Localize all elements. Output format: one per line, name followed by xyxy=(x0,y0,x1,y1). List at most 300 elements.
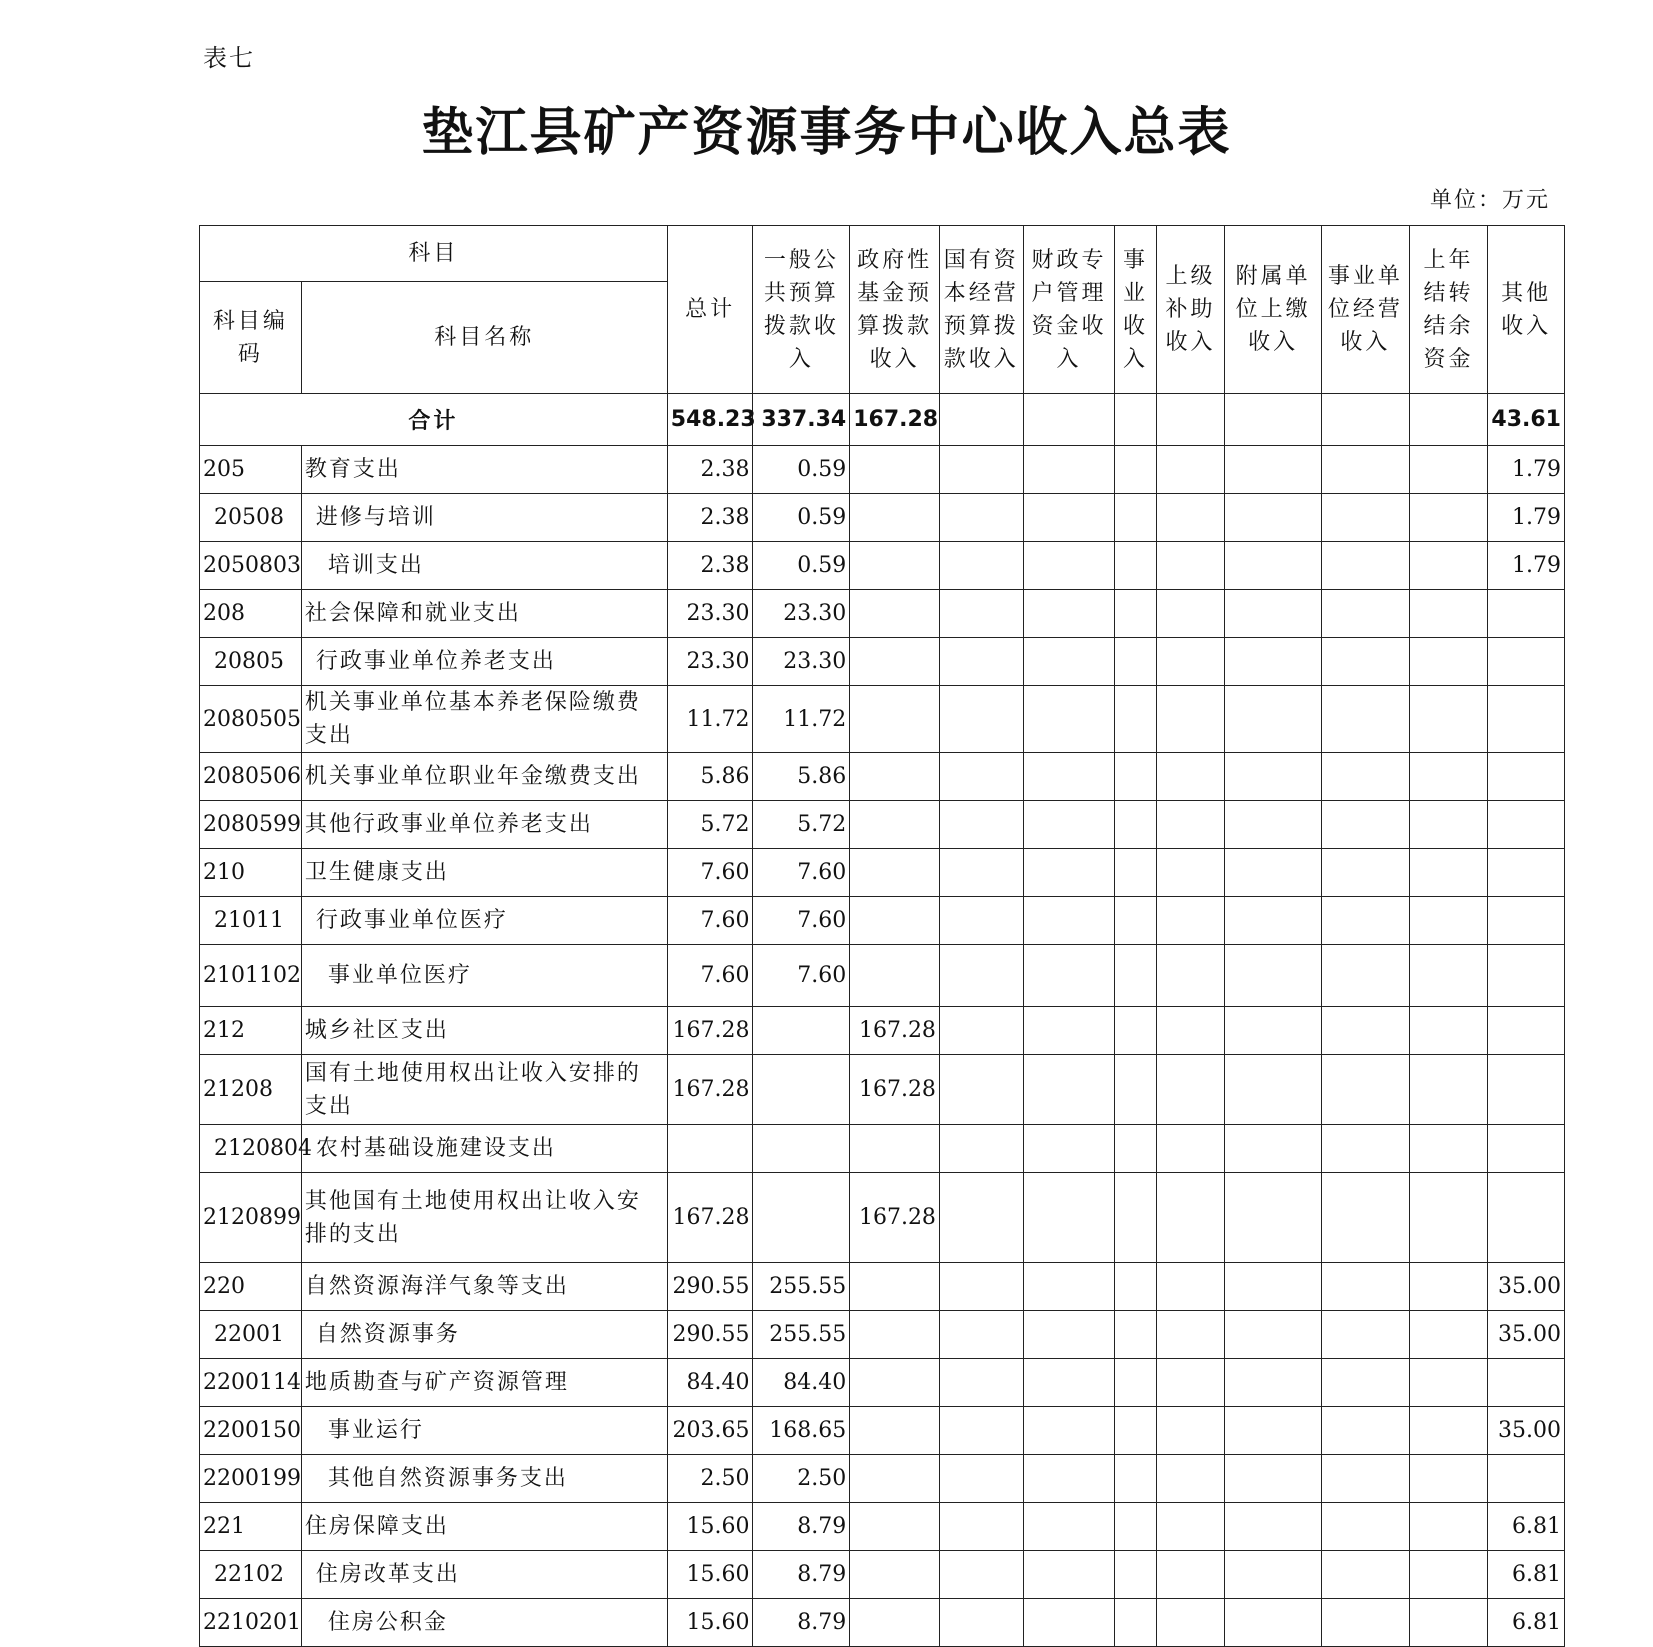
amount-cell xyxy=(1409,1455,1488,1503)
amount-cell xyxy=(1225,1359,1322,1407)
amount-cell xyxy=(939,1125,1023,1173)
total-value xyxy=(1409,394,1488,446)
amount-cell xyxy=(850,686,940,753)
amount-cell xyxy=(753,1173,850,1263)
amount-cell xyxy=(1321,638,1409,686)
amount-cell: 5.86 xyxy=(753,753,850,801)
subject-code: 21208 xyxy=(200,1055,302,1125)
amount-cell: 203.65 xyxy=(667,1407,753,1455)
amount-cell xyxy=(753,1055,850,1125)
amount-cell xyxy=(1115,849,1156,897)
amount-cell xyxy=(1321,1263,1409,1311)
amount-cell: 15.60 xyxy=(667,1599,753,1647)
amount-cell xyxy=(1225,638,1322,686)
amount-cell xyxy=(1225,1055,1322,1125)
amount-cell xyxy=(1409,1311,1488,1359)
amount-cell xyxy=(1321,801,1409,849)
amount-cell xyxy=(850,1455,940,1503)
amount-cell: 11.72 xyxy=(753,686,850,753)
amount-cell: 1.79 xyxy=(1488,446,1565,494)
amount-cell xyxy=(1023,1311,1115,1359)
amount-cell xyxy=(1409,801,1488,849)
amount-cell: 2.38 xyxy=(667,542,753,590)
subject-name: 住房公积金 xyxy=(301,1599,667,1647)
amount-cell xyxy=(1409,1263,1488,1311)
col-header-general-budget: 一般公共预算拨款收入 xyxy=(753,226,850,394)
amount-cell xyxy=(753,1125,850,1173)
amount-cell xyxy=(1023,801,1115,849)
amount-cell xyxy=(1023,1551,1115,1599)
amount-cell: 35.00 xyxy=(1488,1263,1565,1311)
amount-cell xyxy=(1409,1359,1488,1407)
amount-cell: 6.81 xyxy=(1488,1599,1565,1647)
amount-cell xyxy=(1156,1359,1225,1407)
total-value xyxy=(1225,394,1322,446)
table-row xyxy=(200,686,1565,753)
amount-cell xyxy=(1409,542,1488,590)
amount-cell xyxy=(1156,1407,1225,1455)
subject-code: 21011 xyxy=(200,897,302,945)
amount-cell xyxy=(1409,1125,1488,1173)
amount-cell xyxy=(1115,753,1156,801)
amount-cell xyxy=(939,1503,1023,1551)
amount-cell xyxy=(850,542,940,590)
amount-cell xyxy=(850,1503,940,1551)
subject-code: 22001 xyxy=(200,1311,302,1359)
amount-cell: 2.50 xyxy=(753,1455,850,1503)
amount-cell xyxy=(1023,542,1115,590)
table-row xyxy=(200,1125,1565,1173)
table-row xyxy=(200,1359,1565,1407)
amount-cell xyxy=(1023,1359,1115,1407)
subject-code: 2101102 xyxy=(200,945,302,1007)
subject-code: 2080505 xyxy=(200,686,302,753)
income-table xyxy=(199,225,1565,1647)
col-header-other-income: 其他收入 xyxy=(1488,226,1565,394)
amount-cell xyxy=(850,1311,940,1359)
amount-cell xyxy=(1321,1503,1409,1551)
amount-cell xyxy=(939,1359,1023,1407)
amount-cell xyxy=(1321,542,1409,590)
amount-cell: 2.38 xyxy=(667,446,753,494)
amount-cell xyxy=(1156,1263,1225,1311)
total-value: 337.34 xyxy=(753,394,850,446)
amount-cell: 2.50 xyxy=(667,1455,753,1503)
col-header-total: 总计 xyxy=(667,226,753,394)
amount-cell xyxy=(850,801,940,849)
amount-cell xyxy=(1225,1007,1322,1055)
amount-cell xyxy=(850,897,940,945)
amount-cell xyxy=(1156,686,1225,753)
table-row xyxy=(200,945,1565,1007)
amount-cell: 7.60 xyxy=(753,849,850,897)
amount-cell xyxy=(1321,1311,1409,1359)
amount-cell xyxy=(1321,1455,1409,1503)
amount-cell xyxy=(1321,1125,1409,1173)
subject-name: 地质勘查与矿产资源管理 xyxy=(301,1359,667,1407)
amount-cell xyxy=(1115,801,1156,849)
subject-name: 自然资源事务 xyxy=(301,1311,667,1359)
amount-cell xyxy=(1156,1599,1225,1647)
amount-cell xyxy=(1156,801,1225,849)
amount-cell xyxy=(1115,494,1156,542)
subject-name: 卫生健康支出 xyxy=(301,849,667,897)
col-header-state-capital: 国有资本经营预算拨款收入 xyxy=(939,226,1023,394)
amount-cell xyxy=(939,897,1023,945)
amount-cell xyxy=(850,590,940,638)
amount-cell xyxy=(939,1407,1023,1455)
amount-cell xyxy=(1225,945,1322,1007)
amount-cell: 168.65 xyxy=(753,1407,850,1455)
subject-name: 其他行政事业单位养老支出 xyxy=(301,801,667,849)
subject-code: 20508 xyxy=(200,494,302,542)
subject-code: 2080599 xyxy=(200,801,302,849)
amount-cell xyxy=(1156,1173,1225,1263)
amount-cell xyxy=(850,945,940,1007)
total-value xyxy=(1115,394,1156,446)
amount-cell xyxy=(850,638,940,686)
subject-header: 科目 xyxy=(200,226,668,282)
amount-cell: 290.55 xyxy=(667,1311,753,1359)
amount-cell xyxy=(1488,1359,1565,1407)
amount-cell xyxy=(667,1125,753,1173)
subject-name: 进修与培训 xyxy=(301,494,667,542)
amount-cell: 167.28 xyxy=(850,1055,940,1125)
amount-cell xyxy=(1225,1173,1322,1263)
amount-cell: 35.00 xyxy=(1488,1407,1565,1455)
amount-cell xyxy=(1023,753,1115,801)
amount-cell xyxy=(1115,1007,1156,1055)
amount-cell: 2.38 xyxy=(667,494,753,542)
amount-cell xyxy=(939,1055,1023,1125)
amount-cell xyxy=(1225,1263,1322,1311)
amount-cell xyxy=(1115,1311,1156,1359)
amount-cell xyxy=(1409,897,1488,945)
subject-code: 2050803 xyxy=(200,542,302,590)
amount-cell xyxy=(1156,1311,1225,1359)
amount-cell xyxy=(1488,945,1565,1007)
amount-cell xyxy=(1023,1007,1115,1055)
amount-cell xyxy=(1321,1407,1409,1455)
table-row xyxy=(200,494,1565,542)
amount-cell xyxy=(1321,1173,1409,1263)
total-value: 167.28 xyxy=(850,394,940,446)
amount-cell xyxy=(1321,446,1409,494)
amount-cell xyxy=(1409,686,1488,753)
total-row xyxy=(200,394,1565,446)
amount-cell xyxy=(1321,590,1409,638)
amount-cell xyxy=(1321,849,1409,897)
amount-cell xyxy=(1488,1455,1565,1503)
amount-cell xyxy=(939,686,1023,753)
table-row xyxy=(200,1503,1565,1551)
amount-cell xyxy=(939,1263,1023,1311)
col-header-affiliated-remit: 附属单位上缴收入 xyxy=(1225,226,1322,394)
amount-cell xyxy=(850,753,940,801)
amount-cell: 15.60 xyxy=(667,1551,753,1599)
amount-cell xyxy=(1156,1551,1225,1599)
amount-cell xyxy=(939,638,1023,686)
table-row xyxy=(200,1599,1565,1647)
subject-code: 2210201 xyxy=(200,1599,302,1647)
subject-code: 20805 xyxy=(200,638,302,686)
amount-cell: 167.28 xyxy=(850,1173,940,1263)
subject-name: 行政事业单位医疗 xyxy=(301,897,667,945)
amount-cell xyxy=(850,1599,940,1647)
amount-cell xyxy=(1488,753,1565,801)
amount-cell xyxy=(1225,542,1322,590)
amount-cell: 35.00 xyxy=(1488,1311,1565,1359)
amount-cell: 0.59 xyxy=(753,446,850,494)
amount-cell: 255.55 xyxy=(753,1263,850,1311)
subject-code: 2120804 xyxy=(200,1125,302,1173)
page-title: 垫江县矿产资源事务中心收入总表 xyxy=(421,102,1232,163)
amount-cell xyxy=(850,1263,940,1311)
amount-cell xyxy=(939,945,1023,1007)
amount-cell xyxy=(939,1173,1023,1263)
amount-cell xyxy=(1488,1125,1565,1173)
amount-cell xyxy=(1023,945,1115,1007)
amount-cell xyxy=(1156,897,1225,945)
amount-cell xyxy=(939,1599,1023,1647)
amount-cell xyxy=(1321,1551,1409,1599)
subject-name: 机关事业单位基本养老保险缴费支出 xyxy=(301,686,667,753)
amount-cell xyxy=(1409,1599,1488,1647)
amount-cell xyxy=(1321,1007,1409,1055)
amount-cell xyxy=(1409,753,1488,801)
amount-cell xyxy=(1409,1173,1488,1263)
amount-cell: 23.30 xyxy=(753,590,850,638)
table-row xyxy=(200,1551,1565,1599)
col-header-gov-fund: 政府性基金预算拨款收入 xyxy=(850,226,940,394)
amount-cell xyxy=(1115,1551,1156,1599)
amount-cell: 6.81 xyxy=(1488,1551,1565,1599)
amount-cell xyxy=(1225,849,1322,897)
amount-cell xyxy=(850,1407,940,1455)
amount-cell xyxy=(1321,1359,1409,1407)
amount-cell xyxy=(1156,638,1225,686)
amount-cell xyxy=(1023,590,1115,638)
amount-cell: 167.28 xyxy=(667,1007,753,1055)
amount-cell xyxy=(1023,1055,1115,1125)
total-value xyxy=(1023,394,1115,446)
amount-cell: 7.60 xyxy=(667,945,753,1007)
amount-cell xyxy=(1156,1125,1225,1173)
table-row xyxy=(200,1007,1565,1055)
amount-cell xyxy=(1115,686,1156,753)
amount-cell xyxy=(1023,1263,1115,1311)
amount-cell xyxy=(939,1455,1023,1503)
amount-cell xyxy=(1409,1407,1488,1455)
subject-code: 2200150 xyxy=(200,1407,302,1455)
amount-cell xyxy=(1115,1263,1156,1311)
amount-cell xyxy=(1409,638,1488,686)
amount-cell xyxy=(939,542,1023,590)
amount-cell: 0.59 xyxy=(753,494,850,542)
table-row xyxy=(200,446,1565,494)
subject-name: 农村基础设施建设支出 xyxy=(301,1125,667,1173)
amount-cell xyxy=(1225,494,1322,542)
amount-cell: 15.60 xyxy=(667,1503,753,1551)
amount-cell xyxy=(1488,1055,1565,1125)
amount-cell xyxy=(1409,1007,1488,1055)
amount-cell: 23.30 xyxy=(667,638,753,686)
amount-cell xyxy=(1409,1551,1488,1599)
table-number: 表七 xyxy=(203,44,255,72)
table-row xyxy=(200,753,1565,801)
amount-cell xyxy=(939,1007,1023,1055)
amount-cell: 290.55 xyxy=(667,1263,753,1311)
unit-label: 单位：万元 xyxy=(1430,188,1551,213)
amount-cell xyxy=(1488,1007,1565,1055)
amount-cell xyxy=(1225,1551,1322,1599)
subject-code: 221 xyxy=(200,1503,302,1551)
amount-cell xyxy=(850,1551,940,1599)
amount-cell: 5.72 xyxy=(667,801,753,849)
amount-cell xyxy=(850,1125,940,1173)
amount-cell xyxy=(1225,1311,1322,1359)
table-row xyxy=(200,1311,1565,1359)
amount-cell xyxy=(1156,945,1225,1007)
col-header-carryover: 上年结转结余资金 xyxy=(1409,226,1488,394)
amount-cell: 1.79 xyxy=(1488,494,1565,542)
amount-cell: 11.72 xyxy=(667,686,753,753)
subject-name: 城乡社区支出 xyxy=(301,1007,667,1055)
col-header-special-account: 财政专户管理资金收入 xyxy=(1023,226,1115,394)
amount-cell: 8.79 xyxy=(753,1551,850,1599)
amount-cell xyxy=(939,801,1023,849)
amount-cell xyxy=(1115,1125,1156,1173)
amount-cell: 23.30 xyxy=(753,638,850,686)
amount-cell xyxy=(1115,1503,1156,1551)
amount-cell xyxy=(1488,590,1565,638)
amount-cell xyxy=(1409,590,1488,638)
table-row xyxy=(200,542,1565,590)
name-header: 科目名称 xyxy=(301,282,667,394)
amount-cell: 6.81 xyxy=(1488,1503,1565,1551)
amount-cell xyxy=(1225,1407,1322,1455)
amount-cell xyxy=(939,1311,1023,1359)
amount-cell xyxy=(1115,945,1156,1007)
subject-name: 住房改革支出 xyxy=(301,1551,667,1599)
amount-cell xyxy=(1488,897,1565,945)
amount-cell xyxy=(1115,1599,1156,1647)
subject-code: 22102 xyxy=(200,1551,302,1599)
amount-cell xyxy=(939,753,1023,801)
amount-cell: 7.60 xyxy=(753,945,850,1007)
amount-cell xyxy=(1023,849,1115,897)
amount-cell xyxy=(1488,801,1565,849)
total-value: 548.23 xyxy=(667,394,753,446)
amount-cell: 7.60 xyxy=(667,849,753,897)
amount-cell xyxy=(1321,686,1409,753)
amount-cell: 84.40 xyxy=(753,1359,850,1407)
table-row xyxy=(200,897,1565,945)
amount-cell xyxy=(939,849,1023,897)
subject-code: 212 xyxy=(200,1007,302,1055)
amount-cell xyxy=(1023,1125,1115,1173)
amount-cell xyxy=(1115,446,1156,494)
subject-name: 事业单位医疗 xyxy=(301,945,667,1007)
amount-cell xyxy=(1225,1503,1322,1551)
table-row xyxy=(200,638,1565,686)
amount-cell xyxy=(1156,590,1225,638)
amount-cell xyxy=(1409,1503,1488,1551)
subject-name: 其他自然资源事务支出 xyxy=(301,1455,667,1503)
amount-cell xyxy=(1156,753,1225,801)
total-value xyxy=(1321,394,1409,446)
amount-cell xyxy=(1409,945,1488,1007)
amount-cell xyxy=(1156,1455,1225,1503)
amount-cell xyxy=(753,1007,850,1055)
amount-cell: 167.28 xyxy=(850,1007,940,1055)
total-value xyxy=(939,394,1023,446)
amount-cell xyxy=(1488,849,1565,897)
amount-cell xyxy=(1023,1173,1115,1263)
amount-cell xyxy=(1156,494,1225,542)
amount-cell: 5.72 xyxy=(753,801,850,849)
subject-code: 220 xyxy=(200,1263,302,1311)
table-row xyxy=(200,801,1565,849)
total-value: 43.61 xyxy=(1488,394,1565,446)
amount-cell: 255.55 xyxy=(753,1311,850,1359)
subject-name: 教育支出 xyxy=(301,446,667,494)
amount-cell: 84.40 xyxy=(667,1359,753,1407)
table-row xyxy=(200,1173,1565,1263)
amount-cell: 8.79 xyxy=(753,1599,850,1647)
subject-code: 210 xyxy=(200,849,302,897)
amount-cell: 8.79 xyxy=(753,1503,850,1551)
subject-code: 205 xyxy=(200,446,302,494)
subject-name: 其他国有土地使用权出让收入安排的支出 xyxy=(301,1173,667,1263)
col-header-operating-income: 事业单位经营收入 xyxy=(1321,226,1409,394)
amount-cell xyxy=(1023,1407,1115,1455)
subject-code: 2200199 xyxy=(200,1455,302,1503)
amount-cell xyxy=(1023,638,1115,686)
amount-cell xyxy=(850,446,940,494)
amount-cell xyxy=(1225,1455,1322,1503)
amount-cell xyxy=(1225,1599,1322,1647)
amount-cell xyxy=(1023,686,1115,753)
amount-cell xyxy=(850,849,940,897)
subject-name: 机关事业单位职业年金缴费支出 xyxy=(301,753,667,801)
amount-cell xyxy=(1156,849,1225,897)
amount-cell xyxy=(1225,897,1322,945)
amount-cell xyxy=(1023,1599,1115,1647)
amount-cell xyxy=(1225,1125,1322,1173)
amount-cell xyxy=(1115,1455,1156,1503)
amount-cell: 7.60 xyxy=(753,897,850,945)
total-value xyxy=(1156,394,1225,446)
table-row xyxy=(200,1263,1565,1311)
amount-cell: 5.86 xyxy=(667,753,753,801)
amount-cell xyxy=(850,1359,940,1407)
amount-cell: 7.60 xyxy=(667,897,753,945)
amount-cell xyxy=(1225,753,1322,801)
amount-cell xyxy=(1409,494,1488,542)
amount-cell xyxy=(939,1551,1023,1599)
amount-cell xyxy=(1156,1055,1225,1125)
amount-cell xyxy=(1321,1055,1409,1125)
amount-cell xyxy=(1225,686,1322,753)
amount-cell: 23.30 xyxy=(667,590,753,638)
amount-cell xyxy=(1115,897,1156,945)
subject-code: 2120899 xyxy=(200,1173,302,1263)
amount-cell xyxy=(1321,1599,1409,1647)
amount-cell xyxy=(939,590,1023,638)
amount-cell xyxy=(1023,494,1115,542)
table-row xyxy=(200,849,1565,897)
